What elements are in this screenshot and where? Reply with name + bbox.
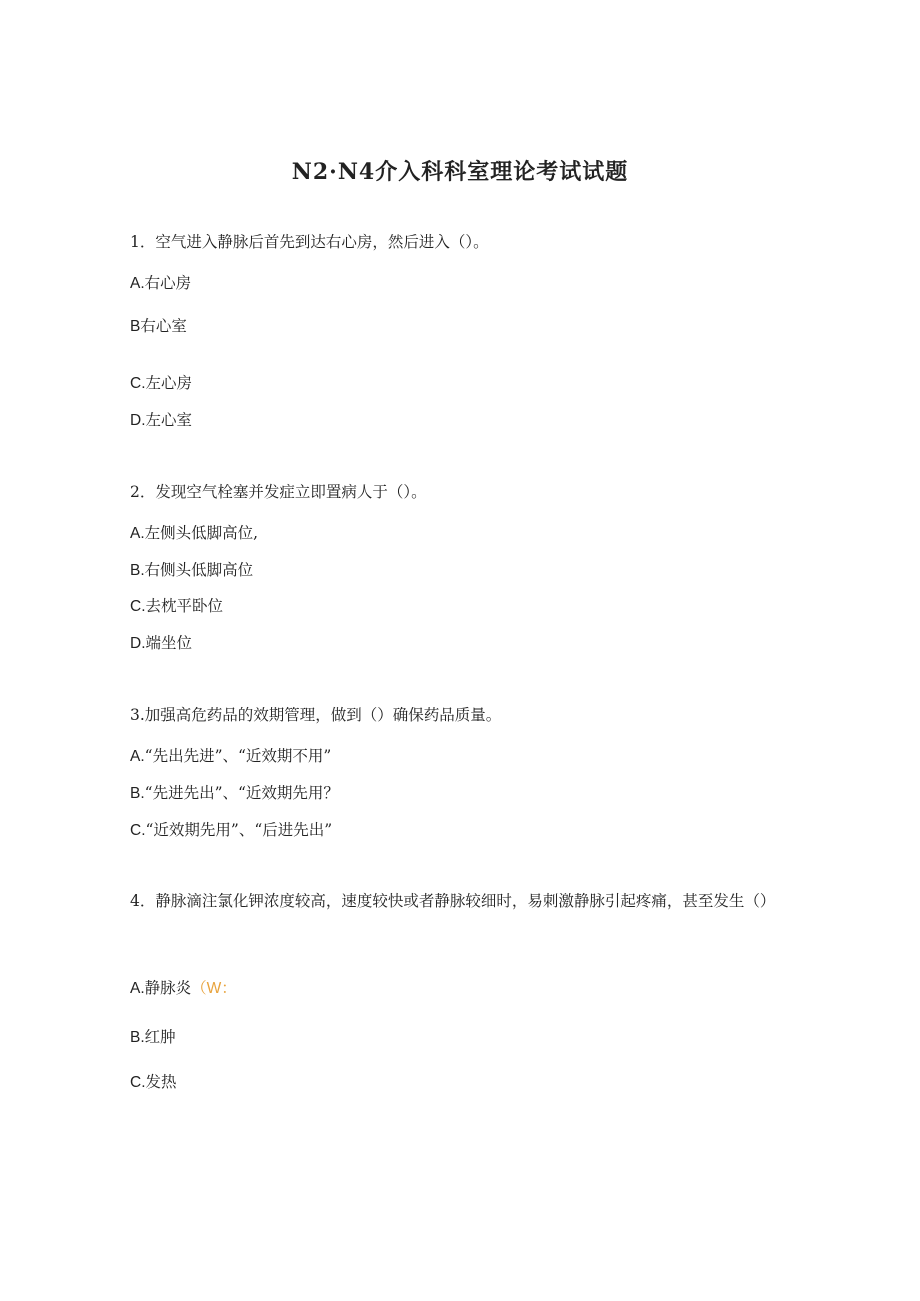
option-text: 发热: [145, 1073, 177, 1091]
option-text: 左侧头低脚高位,: [144, 524, 259, 542]
option-letter: C.: [130, 1074, 146, 1091]
option-letter: B.: [130, 1029, 145, 1046]
question-4-option-a: [130, 978, 237, 999]
option-letter: D.: [130, 635, 146, 652]
option-text: 红肿: [144, 1028, 176, 1046]
question-3-text: 3.加强高危药品的效期管理，做到（）确保药品质量。: [130, 706, 502, 724]
option-letter: B.: [130, 785, 145, 802]
option-letter: C.: [130, 822, 146, 839]
question-4-text: 4．静脉滴注氯化钾浓度较高，速度较快或者静脉较细时，易刺激静脉引起疼痛，甚至发生（）: [130, 892, 776, 910]
question-2-option-c: [130, 596, 223, 617]
option-text: 去枕平卧位: [145, 597, 224, 615]
question-3-option-b: [130, 783, 339, 804]
question-2-option-d: [130, 633, 192, 654]
page-title: N2·N4介入科科室理论考试试题: [291, 159, 629, 185]
question-3-option-a: [130, 746, 331, 767]
question-4-option-c: [130, 1072, 177, 1093]
option-letter: B: [130, 318, 141, 335]
option-letter: A.: [130, 525, 145, 542]
question-2-option-b: [130, 560, 253, 581]
option-text: “先出先进”、“近效期不用”: [144, 747, 332, 765]
question-3-option-c: [130, 820, 332, 841]
option-text: 端坐位: [145, 634, 193, 652]
option-letter: A.: [130, 980, 145, 997]
question-1-option-a: [130, 273, 191, 294]
option-letter: C.: [130, 598, 146, 615]
question-1-option-b: [130, 316, 187, 337]
question-1-text: 1．空气进入静脉后首先到达右心房，然后进入（）。: [130, 233, 489, 251]
option-text: “近效期先用”、“后进先出”: [145, 821, 333, 839]
option-letter: C.: [130, 375, 146, 392]
option-letter: D.: [130, 412, 146, 429]
option-text: 左心房: [145, 374, 193, 392]
option-text: 右心房: [144, 274, 192, 292]
option-text: 静脉炎: [144, 979, 192, 997]
question-4-option-b: [130, 1027, 176, 1048]
option-letter: A.: [130, 748, 145, 765]
question-2-option-a: [130, 523, 258, 544]
option-text: 左心室: [145, 411, 193, 429]
question-1-option-c: [130, 373, 192, 394]
option-letter: B.: [130, 562, 145, 579]
option-text: 右心室: [140, 317, 187, 335]
question-2-text: 2．发现空气栓塞并发症立即置病人于（）。: [130, 483, 427, 501]
handwritten-annotation: （W：: [191, 980, 237, 997]
question-1-option-d: [130, 410, 192, 431]
option-text: 右侧头低脚高位: [144, 561, 254, 579]
option-letter: A.: [130, 275, 145, 292]
option-text: “先进先出”、“近效期先用？: [144, 784, 339, 802]
